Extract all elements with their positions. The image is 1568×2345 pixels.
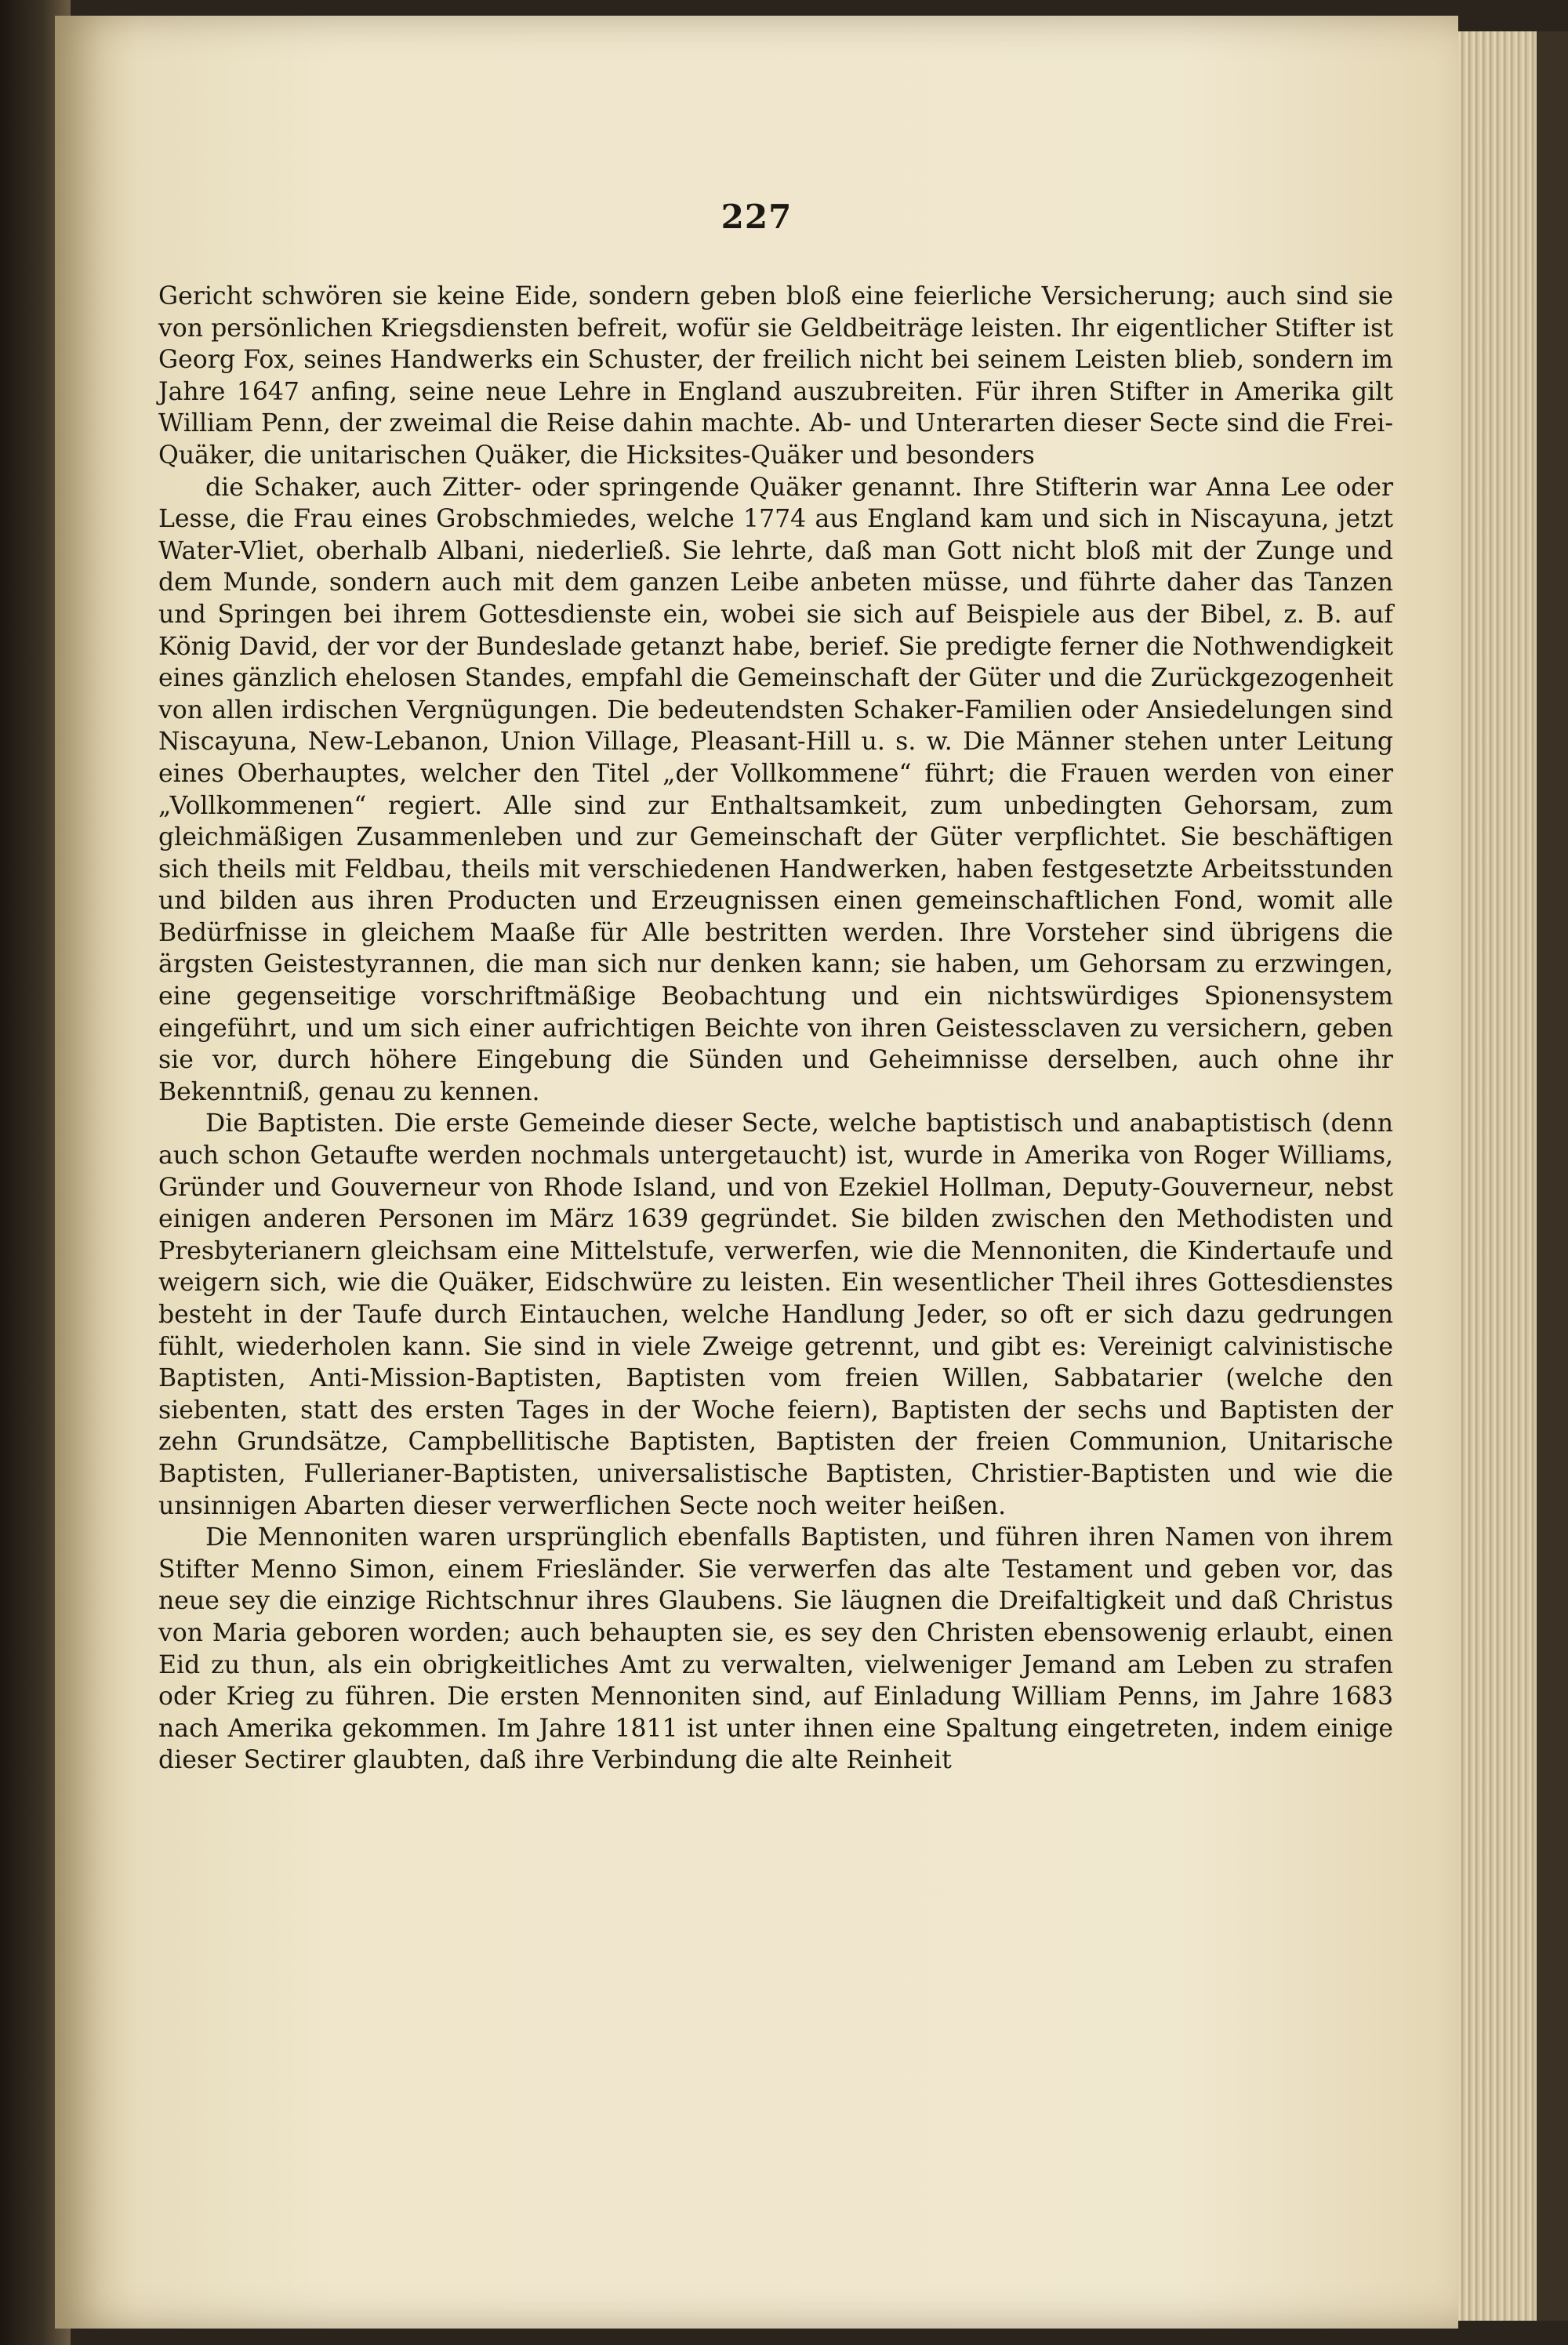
page-edges bbox=[1450, 31, 1568, 2321]
paragraph-baptisten: Die Baptisten. Die erste Gemeinde dieser Secte, welche baptistisch und anabaptistisch (denn auch schon Getaufte werden nochmals untergetaucht) ist, wurde in Amerika von Roger Williams, Gründer und Gouverneur von Rhode Island, und von Ezekiel Hollman, Deputy-Gouverneur, nebst einigen anderen Personen im März 1639 gegründet. Sie bilden zwischen den Methodisten und Presbyterianern gleichsam eine Mittelstufe, verwerfen, wie die Mennoniten, die Kindertaufe und weigern sich, wie die Quäker, Eidschwüre zu leisten. Ein wesentlicher Theil ihres Gottesdienstes besteht in der Taufe durch Eintauchen, welche Handlung Jeder, so oft er sich dazu gedrungen fühlt, wiederholen kann. Sie sind in viele Zweige getrennt, und gibt es: Vereinigt calvinistische Baptisten, Anti-Mission-Baptisten, Baptisten vom freien Willen, Sabbatarier (welche den siebenten, statt des ersten Tages in der Woche feiern), Baptisten der sechs und Baptisten der zehn Grundsätze, Campbellitische Baptisten, Baptisten der freien Communion, Unitarische Baptisten, Fullerianer-Baptisten, universalistische Baptisten, Christier-Baptisten und wie die unsinnigen Abarten dieser verwerflichen Secte noch weiter heißen. bbox=[158, 1109, 1393, 1520]
paragraph-schaker: die Schaker, auch Zitter- oder springende Quäker genannt. Ihre Stifterin war Anna Lee oder Lesse, die Frau eines Grobschmiedes, welche 1774 aus England kam und sich in Niscayuna, jetzt Water-Vliet, oberhalb Albani, niederließ. Sie lehrte, daß man Gott nicht bloß mit der Zunge und dem Munde, sondern auch mit dem ganzen Leibe anbeten müsse, und führte daher das Tanzen und Springen bei ihrem Gottesdienste ein, wobei sie sich auf Beispiele aus der Bibel, z. B. auf König David, der vor der Bundeslade getanzt habe, berief. Sie predigte ferner die Nothwendigkeit eines gänzlich ehelosen Standes, empfahl die Gemeinschaft der Güter und die Zurückgezogenheit von allen irdischen Vergnügungen. Die bedeutendsten Schaker-Familien oder Ansiedelungen sind Niscayuna, New-Lebanon, Union Village, Pleasant-Hill u. s. w. Die Männer stehen unter Leitung eines Oberhauptes, welcher den Titel „der Vollkommene“ führt; die Frauen werden von einer „Vollkommenen“ regiert. Alle sind zur Enthaltsamkeit, zum unbedingten Gehorsam, zum gleichmäßigen Zusammenleben und zur Gemeinschaft der Güter verpflichtet. Sie beschäftigen sich theils mit Feldbau, theils mit verschiedenen Handwerken, haben festgesetzte Arbeitsstunden und bilden aus ihren Producten und Erzeugnissen einen gemeinschaftlichen Fond, womit alle Bedürfnisse in gleichem Maaße für Alle bestritten werden. Ihre Vorsteher sind übrigens die ärgsten Geistestyrannen, die man sich nur denken kann; sie haben, um Gehorsam zu erzwingen, eine gegenseitige vorschriftmäßige Beobachtung und ein nichtswürdiges Spionensystem eingeführt, und um sich einer aufrichtigen Beichte von ihren Geistessclaven zu versichern, geben sie vor, durch höhere Eingebung die Sünden und Geheimnisse derselben, auch ohne ihr Bekenntniß, genau zu kennen. bbox=[158, 473, 1393, 1106]
body-text bbox=[158, 281, 1393, 1777]
paragraph-mennoniten: Die Mennoniten waren ursprünglich ebenfalls Baptisten, und führen ihren Namen von ihrem Stifter Menno Simon, einem Friesländer. Sie verwerfen das alte Testament und geben vor, das neue sey die einzige Richtschnur ihres Glaubens. Sie läugnen die Dreifaltigkeit und daß Christus von Maria geboren worden; auch behaupten sie, es sey den Christen ebensowenig erlaubt, einen Eid zu thun, als ein obrigkeitliches Amt zu verwalten, vielweniger Jemand am Leben zu strafen oder Krieg zu führen. Die ersten Mennoniten sind, auf Einladung William Penns, im Jahre 1683 nach Amerika gekommen. Im Jahre 1811 ist unter ihnen eine Spaltung eingetreten, indem einige dieser Sectirer glaubten, daß ihre Verbindung die alte Reinheit bbox=[158, 1523, 1393, 1775]
book-page bbox=[55, 16, 1458, 2329]
paragraph-quaker-continued: Gericht schwören sie keine Eide, sondern geben bloß eine feierliche Versicherung; auch sind sie von persönlichen Kriegsdiensten befreit, wofür sie Geldbeiträge leisten. Ihr eigentlicher Stifter ist Georg Fox, seines Handwerks ein Schuster, der freilich nicht bei seinem Leisten blieb, sondern im Jahre 1647 anfing, seine neue Lehre in England auszubreiten. Für ihren Stifter in Amerika gilt William Penn, der zweimal die Reise dahin machte. Ab- und Unterarten dieser Secte sind die Frei-Quäker, die unitarischen Quäker, die Hicksites-Quäker und besonders bbox=[158, 282, 1393, 470]
page-number: 227 bbox=[720, 198, 793, 236]
